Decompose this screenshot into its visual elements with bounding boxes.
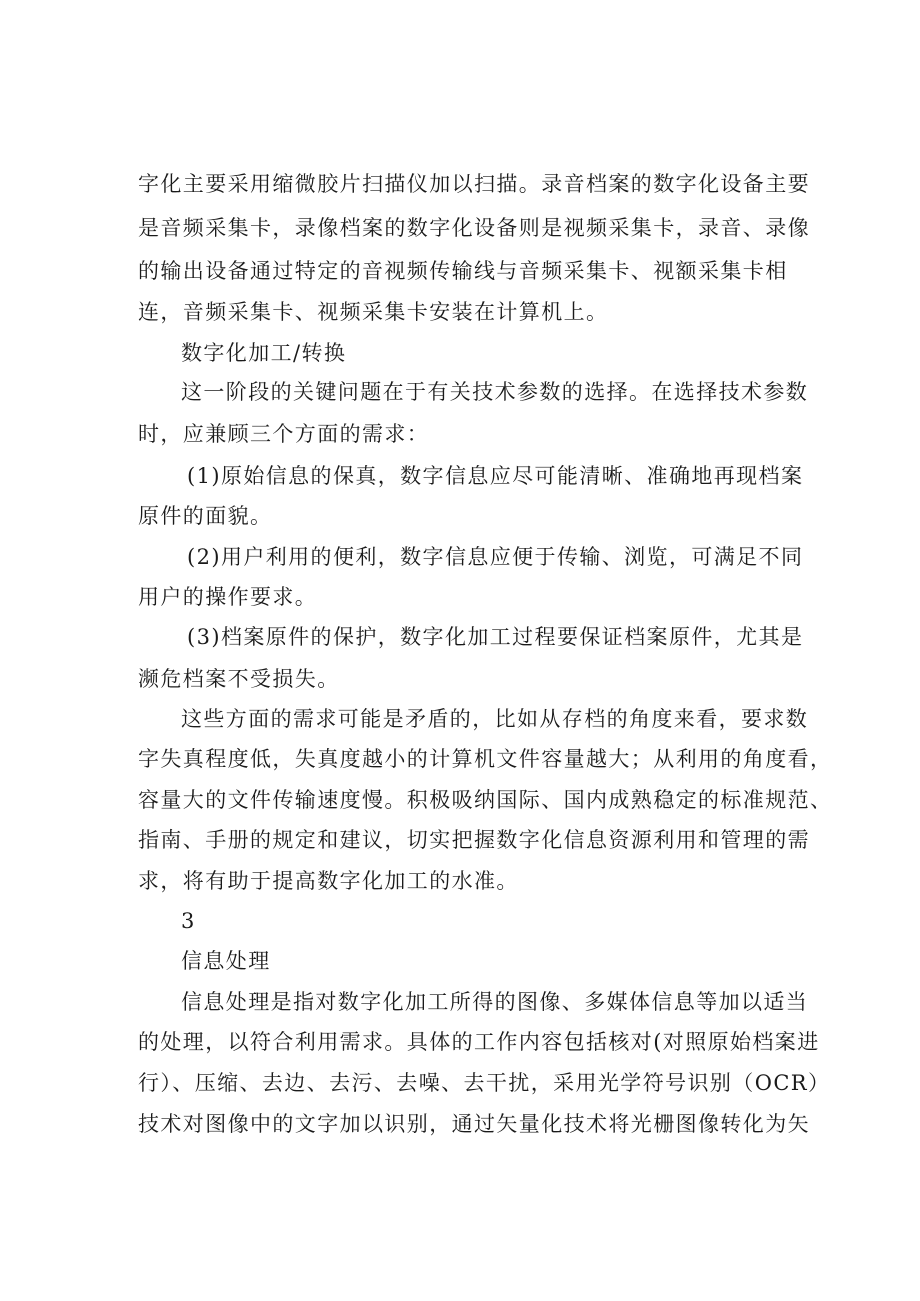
list-item-1-line-2: 原件的面貌。 xyxy=(138,504,273,528)
list-item-3-line-1: (3)档案原件的保护，数字化加工过程要保证档案原件，尤其是 xyxy=(187,625,804,649)
section-heading-digitization: 数字化加工/转换 xyxy=(181,341,347,365)
paragraph-2-line-1: 这一阶段的关键问题在于有关技术参数的选择。在选择技术参数 xyxy=(181,380,809,404)
paragraph-4-line-4: 技术对图像中的文字加以识别，通过矢量化技术将光栅图像转化为矢 xyxy=(138,1112,810,1136)
list-item-1-line-1: (1)原始信息的保真，数字信息应尽可能清晰、准确地再现档案 xyxy=(187,464,804,488)
list-item-3-line-2: 濒危档案不受损失。 xyxy=(138,667,340,691)
section-heading-information-processing: 信息处理 xyxy=(181,949,271,973)
paragraph-3-line-3: 容量大的文件传输速度慢。积极吸纳国际、国内成熟稳定的标准规范、 xyxy=(138,788,833,812)
section-number: 3 xyxy=(181,909,196,933)
paragraph-2-line-2: 时，应兼顾三个方面的需求： xyxy=(138,422,430,446)
paragraph-4-line-1: 信息处理是指对数字化加工所得的图像、多媒体信息等加以适当 xyxy=(181,990,809,1014)
list-item-2-line-2: 用户的操作要求。 xyxy=(138,585,318,609)
paragraph-3-line-2: 字失真程度低，失真度越小的计算机文件容量越大；从利用的角度看， xyxy=(138,747,833,771)
paragraph-1-line-1: 字化主要采用缩微胶片扫描仪加以扫描。录音档案的数字化设备主要 xyxy=(138,172,810,196)
paragraph-1-line-4: 连，音频采集卡、视频采集卡安装在计算机上。 xyxy=(138,300,609,324)
paragraph-1-line-2: 是音频采集卡，录像档案的数字化设备则是视频采集卡，录音、录像 xyxy=(138,216,810,240)
paragraph-3-line-1: 这些方面的需求可能是矛盾的，比如从存档的角度来看，要求数 xyxy=(181,707,809,731)
paragraph-3-line-5: 求，将有助于提高数字化加工的水准。 xyxy=(138,869,519,893)
paragraph-1-line-3: 的输出设备通过特定的音视频传输线与音频采集卡、视额采集卡相 xyxy=(138,259,788,283)
paragraph-4-line-2: 的处理，以符合利用需求。具体的工作内容包括核对(对照原始档案进 xyxy=(138,1030,820,1054)
paragraph-3-line-4: 指南、手册的规定和建议，切实把握数字化信息资源利用和管理的需 xyxy=(138,828,810,852)
list-item-2-line-1: (2)用户利用的便利，数字信息应便于传输、浏览，可满足不同 xyxy=(187,545,804,569)
paragraph-4-line-3: 行）、压缩、去边、去污、去噪、去干扰，采用光学符号识别（OCR） xyxy=(138,1071,831,1095)
